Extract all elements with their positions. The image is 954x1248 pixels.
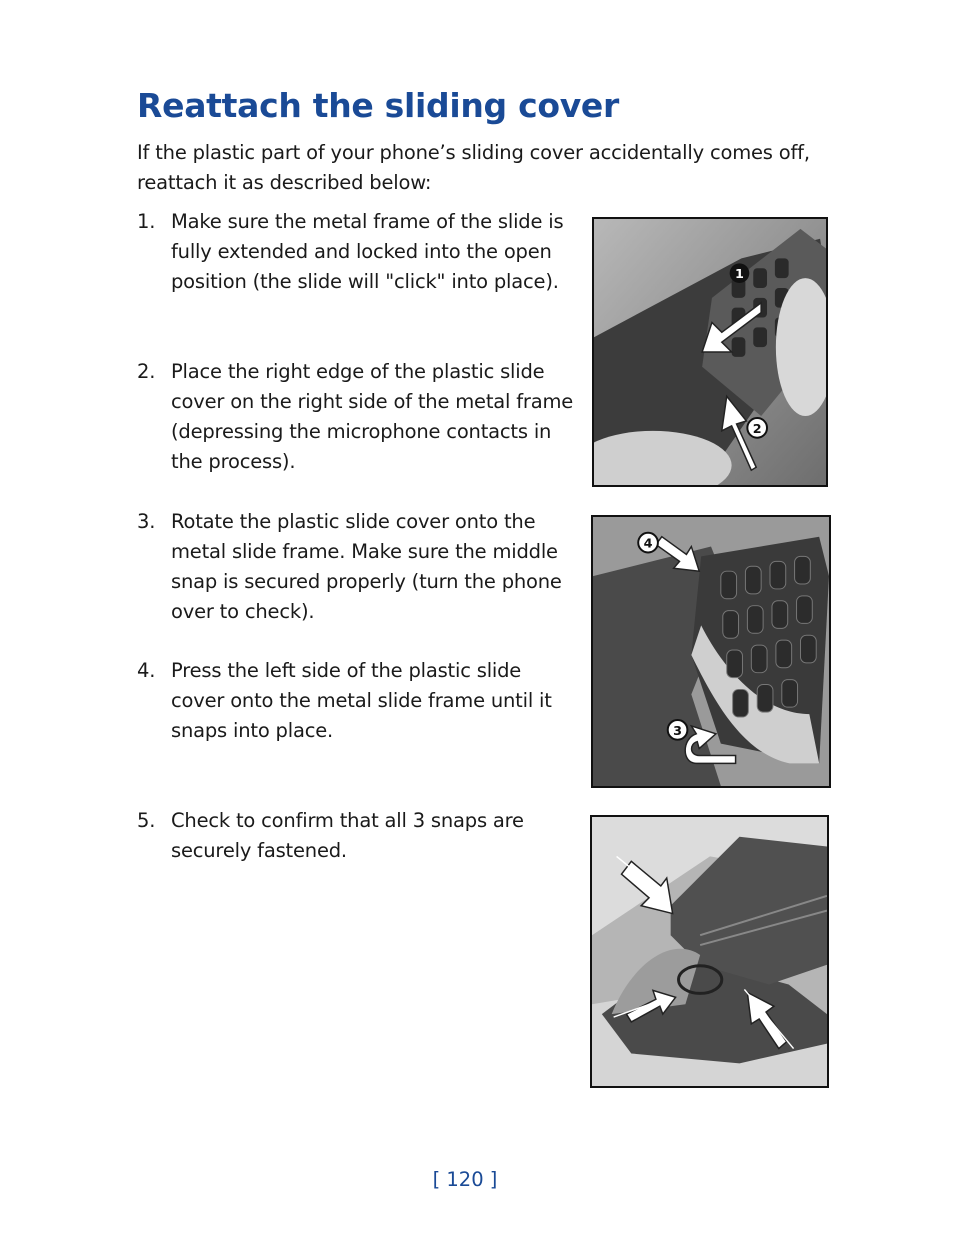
phone-snaps-illustration (592, 817, 827, 1086)
intro-paragraph: If the plastic part of your phone’s sliding cover accidentally comes off, reattach it as described below: (137, 141, 810, 194)
page-number: [ 120 ] (432, 1168, 498, 1191)
step-text: Make sure the metal frame of the slide is fully extended and locked into the open position (the slide will "click" into place). (171, 210, 564, 293)
step-3 (137, 507, 577, 627)
photo-step-3-4 (591, 515, 831, 788)
step-number: 2. (137, 360, 156, 383)
svg-text:4: 4 (643, 536, 653, 552)
step-text: Rotate the plastic slide cover onto the metal slide frame. Make sure the middle snap is secured properly (turn the phone over to check). (171, 510, 562, 623)
svg-text:2: 2 (752, 421, 762, 437)
phone-cover-illustration (593, 517, 829, 786)
step-number: 1. (137, 210, 156, 233)
step-5 (137, 806, 577, 866)
step-text: Check to confirm that all 3 snaps are securely fastened. (171, 809, 524, 862)
step-2 (137, 357, 577, 477)
step-number: 5. (137, 809, 156, 832)
photo-step-1-2 (592, 217, 828, 487)
svg-text:3: 3 (673, 723, 683, 739)
step-4 (137, 656, 577, 746)
step-number: 3. (137, 510, 156, 533)
photo-step-5 (590, 815, 829, 1088)
step-text: Press the left side of the plastic slide cover onto the metal slide frame until it snaps into place. (171, 659, 552, 742)
page-title: Reattach the sliding cover (137, 86, 619, 125)
svg-text:1: 1 (735, 267, 744, 283)
step-number: 4. (137, 659, 156, 682)
phone-slide-illustration (594, 219, 826, 485)
step-text: Place the right edge of the plastic slide cover on the right side of the metal frame (depressing the microphone contacts in the process). (171, 360, 574, 473)
step-1 (137, 207, 577, 297)
